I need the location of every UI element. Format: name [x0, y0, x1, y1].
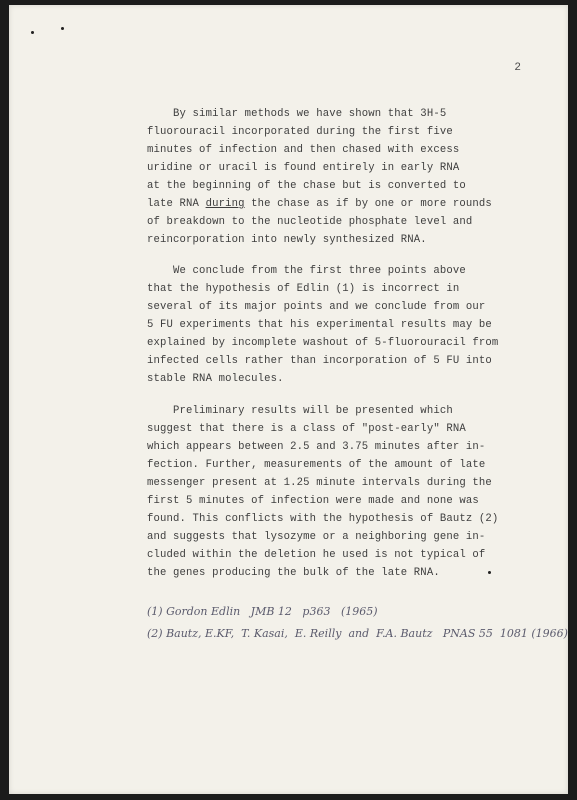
text-line: Preliminary results will be presented which	[147, 405, 453, 417]
handwritten-references	[147, 601, 577, 645]
text-line: and suggests that lysozyme or a neighboring gene in-	[147, 531, 486, 543]
text-line: messenger present at 1.25 minute intervals during the	[147, 477, 492, 489]
text-line: cluded within the deletion he used is not typical of	[147, 549, 486, 561]
text-line: the genes producing the bulk of the late RNA.	[147, 567, 440, 579]
text-line: first 5 minutes of infection were made and none was	[147, 495, 479, 507]
text-line: which appears between 2.5 and 3.75 minutes after in-	[147, 441, 486, 453]
text-line: of breakdown to the nucleotide phosphate level and	[147, 216, 473, 228]
text-line: at the beginning of the chase but is converted to	[147, 180, 466, 192]
paragraph-3	[147, 402, 547, 582]
punch-dot-mark	[61, 27, 64, 30]
text-line: infected cells rather than incorporation of 5 FU into	[147, 355, 492, 367]
document-page	[9, 5, 568, 794]
paragraph-1	[147, 105, 547, 249]
text-line: that the hypothesis of Edlin (1) is incorrect in	[147, 283, 460, 295]
text-line: fluorouracil incorporated during the first five	[147, 126, 453, 138]
paragraph-2	[147, 262, 547, 388]
punch-dot-mark	[31, 31, 34, 34]
text-line: suggest that there is a class of "post-early" RNA	[147, 423, 466, 435]
text-line: stable RNA molecules.	[147, 373, 284, 385]
underlined-word: during	[205, 198, 245, 210]
text-line: We conclude from the first three points above	[147, 265, 466, 277]
ink-dot-mark	[488, 571, 491, 574]
text-line: fection. Further, measurements of the amount of late	[147, 459, 486, 471]
text-line: 5 FU experiments that his experimental results may be	[147, 319, 492, 331]
text-line: By similar methods we have shown that 3H-5	[147, 108, 447, 120]
text-line: late RNA during the chase as if by one or more rounds	[147, 198, 492, 210]
text-line: found. This conflicts with the hypothesis of Bautz (2)	[147, 513, 499, 525]
text-line: minutes of infection and then chased with excess	[147, 144, 460, 156]
text-line: several of its major points and we conclude from our	[147, 301, 486, 313]
reference-2: (2) Bautz, E.KF, T. Kasai, E. Reilly and F.A. Bautz PNAS 55 1081 (1966)	[147, 627, 568, 640]
page-number: 2	[514, 62, 521, 74]
text-line: reincorporation into newly synthesized RNA.	[147, 234, 427, 246]
text-line: explained by incomplete washout of 5-fluorouracil from	[147, 337, 499, 349]
reference-1: (1) Gordon Edlin JMB 12 p363 (1965)	[147, 605, 378, 618]
text-line: uridine or uracil is found entirely in early RNA	[147, 162, 460, 174]
